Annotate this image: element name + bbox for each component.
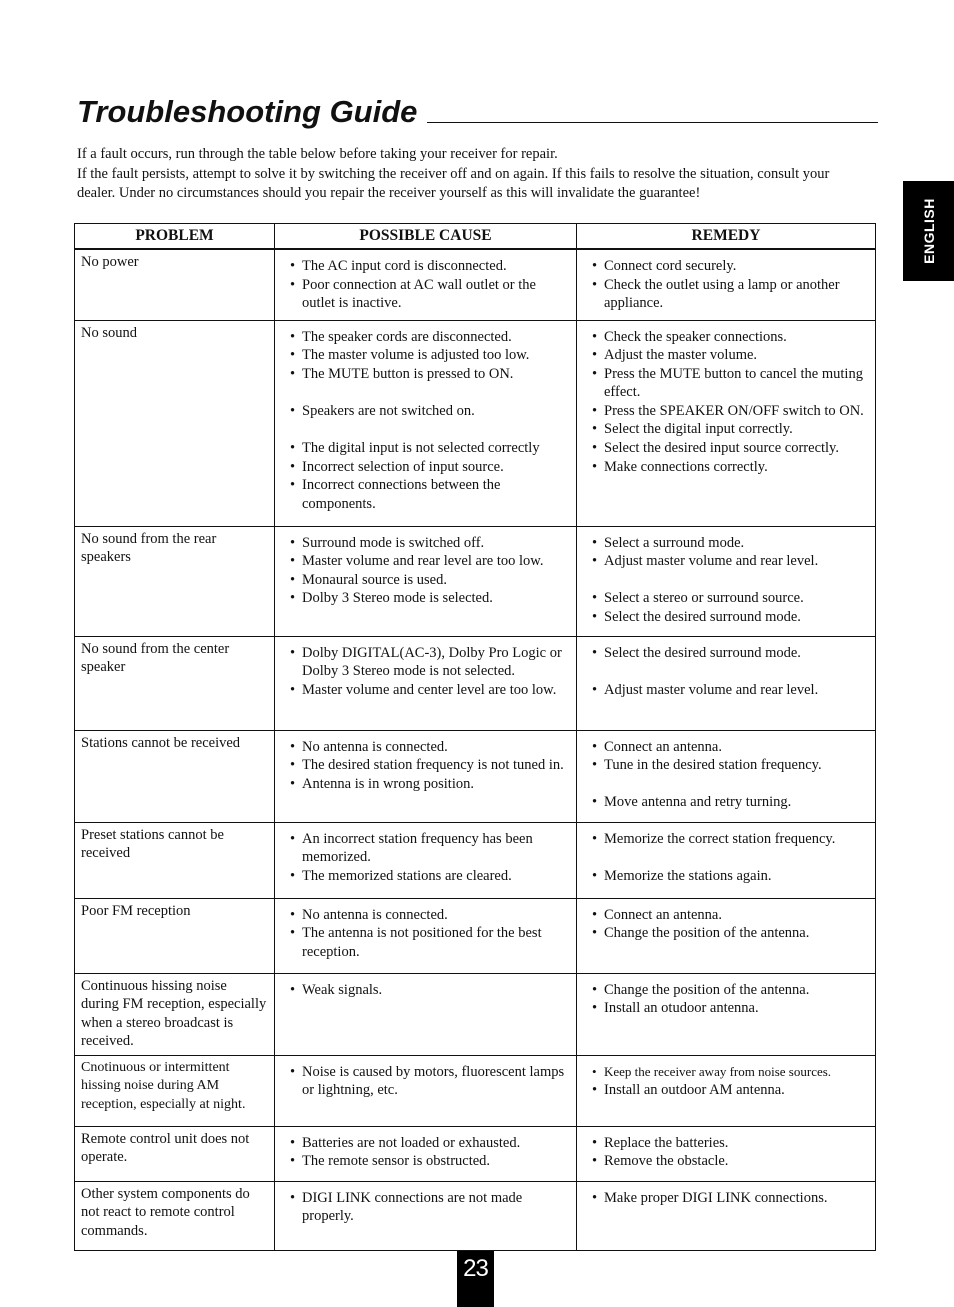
cause-item: • Surround mode is switched off. <box>289 534 570 553</box>
remedy-item: • Install an outdoor AM antenna. <box>591 1081 869 1100</box>
cause-item: • Weak signals. <box>289 981 570 1000</box>
problem-cell: Stations cannot be received <box>75 730 275 822</box>
cause-cell <box>275 320 577 526</box>
table-row <box>75 730 876 822</box>
remedy-cell <box>577 898 876 973</box>
cause-item: • Incorrect selection of input source. <box>289 458 570 477</box>
cause-item: • Antenna is in wrong position. <box>289 775 570 794</box>
cause-item: • Batteries are not loaded or exhausted. <box>289 1134 570 1153</box>
cause-item: • Monaural source is used. <box>289 571 570 590</box>
troubleshooting-table <box>74 223 876 1251</box>
remedy-item: • Check the outlet using a lamp or another appliance. <box>591 276 869 313</box>
cause-item: • Speakers are not switched on. <box>289 402 570 421</box>
table-row <box>75 636 876 730</box>
remedy-item: • Keep the receiver away from noise sources. <box>591 1063 869 1082</box>
cause-cell <box>275 636 577 730</box>
cause-cell <box>275 1055 577 1126</box>
remedy-item: • Move antenna and retry turning. <box>591 793 869 812</box>
problem-cell: No sound from the center speaker <box>75 636 275 730</box>
table-row <box>75 1126 876 1181</box>
language-tab-label: ENGLISH <box>920 198 937 264</box>
cause-item: • The desired station frequency is not tuned in. <box>289 756 570 775</box>
remedy-item: • Replace the batteries. <box>591 1134 869 1153</box>
remedy-cell <box>577 973 876 1055</box>
cause-cell <box>275 249 577 320</box>
remedy-cell <box>577 1181 876 1250</box>
cause-item: • The antenna is not positioned for the best reception. <box>289 924 570 961</box>
remedy-cell <box>577 636 876 730</box>
table-row <box>75 822 876 898</box>
cause-item: • Dolby DIGITAL(AC-3), Dolby Pro Logic or Dolby 3 Stereo mode is not selected. <box>289 644 570 681</box>
table-header-row <box>75 224 876 250</box>
remedy-item: • Memorize the correct station frequency. <box>591 830 869 849</box>
language-tab <box>903 181 954 281</box>
table-row <box>75 526 876 636</box>
cause-cell <box>275 973 577 1055</box>
problem-cell: Poor FM reception <box>75 898 275 973</box>
remedy-cell <box>577 1055 876 1126</box>
remedy-item: • Select the desired surround mode. <box>591 608 869 627</box>
page-title-bar <box>77 90 878 134</box>
problem-cell: No power <box>75 249 275 320</box>
table-row <box>75 1055 876 1126</box>
cause-item: • Dolby 3 Stereo mode is selected. <box>289 589 570 608</box>
cause-cell <box>275 822 577 898</box>
problem-cell: No sound <box>75 320 275 526</box>
cause-cell <box>275 1181 577 1250</box>
cause-item: • The AC input cord is disconnected. <box>289 257 570 276</box>
cause-item: • The MUTE button is pressed to ON. <box>289 365 570 384</box>
remedy-item: • Tune in the desired station frequency. <box>591 756 869 775</box>
remedy-item: • Select the desired surround mode. <box>591 644 869 663</box>
table-row <box>75 898 876 973</box>
remedy-item: • Make proper DIGI LINK connections. <box>591 1189 869 1208</box>
cause-item: • DIGI LINK connections are not made properly. <box>289 1189 570 1226</box>
remedy-item: • Connect an antenna. <box>591 906 869 925</box>
cause-item: • The speaker cords are disconnected. <box>289 328 570 347</box>
remedy-cell <box>577 249 876 320</box>
header-remedy: REMEDY <box>577 224 876 250</box>
problem-cell: Remote control unit does not operate. <box>75 1126 275 1181</box>
remedy-cell <box>577 730 876 822</box>
cause-item: • An incorrect station frequency has been memorized. <box>289 830 570 867</box>
intro-line: If the fault persists, attempt to solve it by switching the receiver off and on again. If this fails to resolve the situation, consult your dealer. Under no circumstances should you repair the receiver yourself as this will invalidate the guarantee! <box>77 165 830 201</box>
problem-cell: No sound from the rear speakers <box>75 526 275 636</box>
cause-item: • Incorrect connections between the components. <box>289 476 570 513</box>
cause-item: • The master volume is adjusted too low. <box>289 346 570 365</box>
header-problem: PROBLEM <box>75 224 275 250</box>
cause-item: • Master volume and rear level are too low. <box>289 552 570 571</box>
problem-cell: Preset stations cannot be received <box>75 822 275 898</box>
remedy-item: • Connect cord securely. <box>591 257 869 276</box>
cause-item: • Poor connection at AC wall outlet or the outlet is inactive. <box>289 276 570 313</box>
remedy-item: • Adjust master volume and rear level. <box>591 681 869 700</box>
cause-item: • Master volume and center level are too low. <box>289 681 570 700</box>
remedy-item: • Select a stereo or surround source. <box>591 589 869 608</box>
cause-item: • The memorized stations are cleared. <box>289 867 570 886</box>
table-row <box>75 1181 876 1250</box>
remedy-item: • Connect an antenna. <box>591 738 869 757</box>
remedy-item: • Press the MUTE button to cancel the muting effect. <box>591 365 869 402</box>
problem-cell: Other system components do not react to remote control commands. <box>75 1181 275 1250</box>
remedy-item: • Install an otudoor antenna. <box>591 999 869 1018</box>
cause-cell <box>275 1126 577 1181</box>
cause-item: • No antenna is connected. <box>289 738 570 757</box>
remedy-cell <box>577 822 876 898</box>
remedy-item: • Adjust the master volume. <box>591 346 869 365</box>
problem-cell: Continuous hissing noise during FM reception, especially when a stereo broadcast is received. <box>75 973 275 1055</box>
remedy-item: • Select the digital input correctly. <box>591 420 869 439</box>
remedy-item: • Check the speaker connections. <box>591 328 869 347</box>
remedy-item: • Change the position of the antenna. <box>591 924 869 943</box>
remedy-cell <box>577 1126 876 1181</box>
table-row <box>75 320 876 526</box>
problem-cell: Cnotinuous or intermittent hissing noise during AM reception, especially at night. <box>75 1055 275 1126</box>
remedy-item: • Press the SPEAKER ON/OFF switch to ON. <box>591 402 869 421</box>
table-row <box>75 249 876 320</box>
page-number: 23 <box>457 1251 494 1307</box>
cause-cell <box>275 898 577 973</box>
table-row <box>75 973 876 1055</box>
cause-item: • The remote sensor is obstructed. <box>289 1152 570 1171</box>
remedy-cell <box>577 320 876 526</box>
remedy-cell <box>577 526 876 636</box>
intro-line: If a fault occurs, run through the table below before taking your receiver for repair. <box>77 146 558 162</box>
remedy-item: • Select a surround mode. <box>591 534 869 553</box>
remedy-item: • Change the position of the antenna. <box>591 981 869 1000</box>
remedy-item: • Select the desired input source correctly. <box>591 439 869 458</box>
remedy-item: • Make connections correctly. <box>591 458 869 477</box>
cause-item: • No antenna is connected. <box>289 906 570 925</box>
cause-item: • The digital input is not selected correctly <box>289 439 570 458</box>
cause-cell <box>275 730 577 822</box>
page-title: Troubleshooting Guide <box>77 90 427 134</box>
remedy-item: • Adjust master volume and rear level. <box>591 552 869 571</box>
remedy-item: • Memorize the stations again. <box>591 867 869 886</box>
intro-text <box>77 145 867 204</box>
remedy-item: • Remove the obstacle. <box>591 1152 869 1171</box>
cause-item: • Noise is caused by motors, fluorescent lamps or lightning, etc. <box>289 1063 570 1100</box>
cause-cell <box>275 526 577 636</box>
header-cause: POSSIBLE CAUSE <box>275 224 577 250</box>
